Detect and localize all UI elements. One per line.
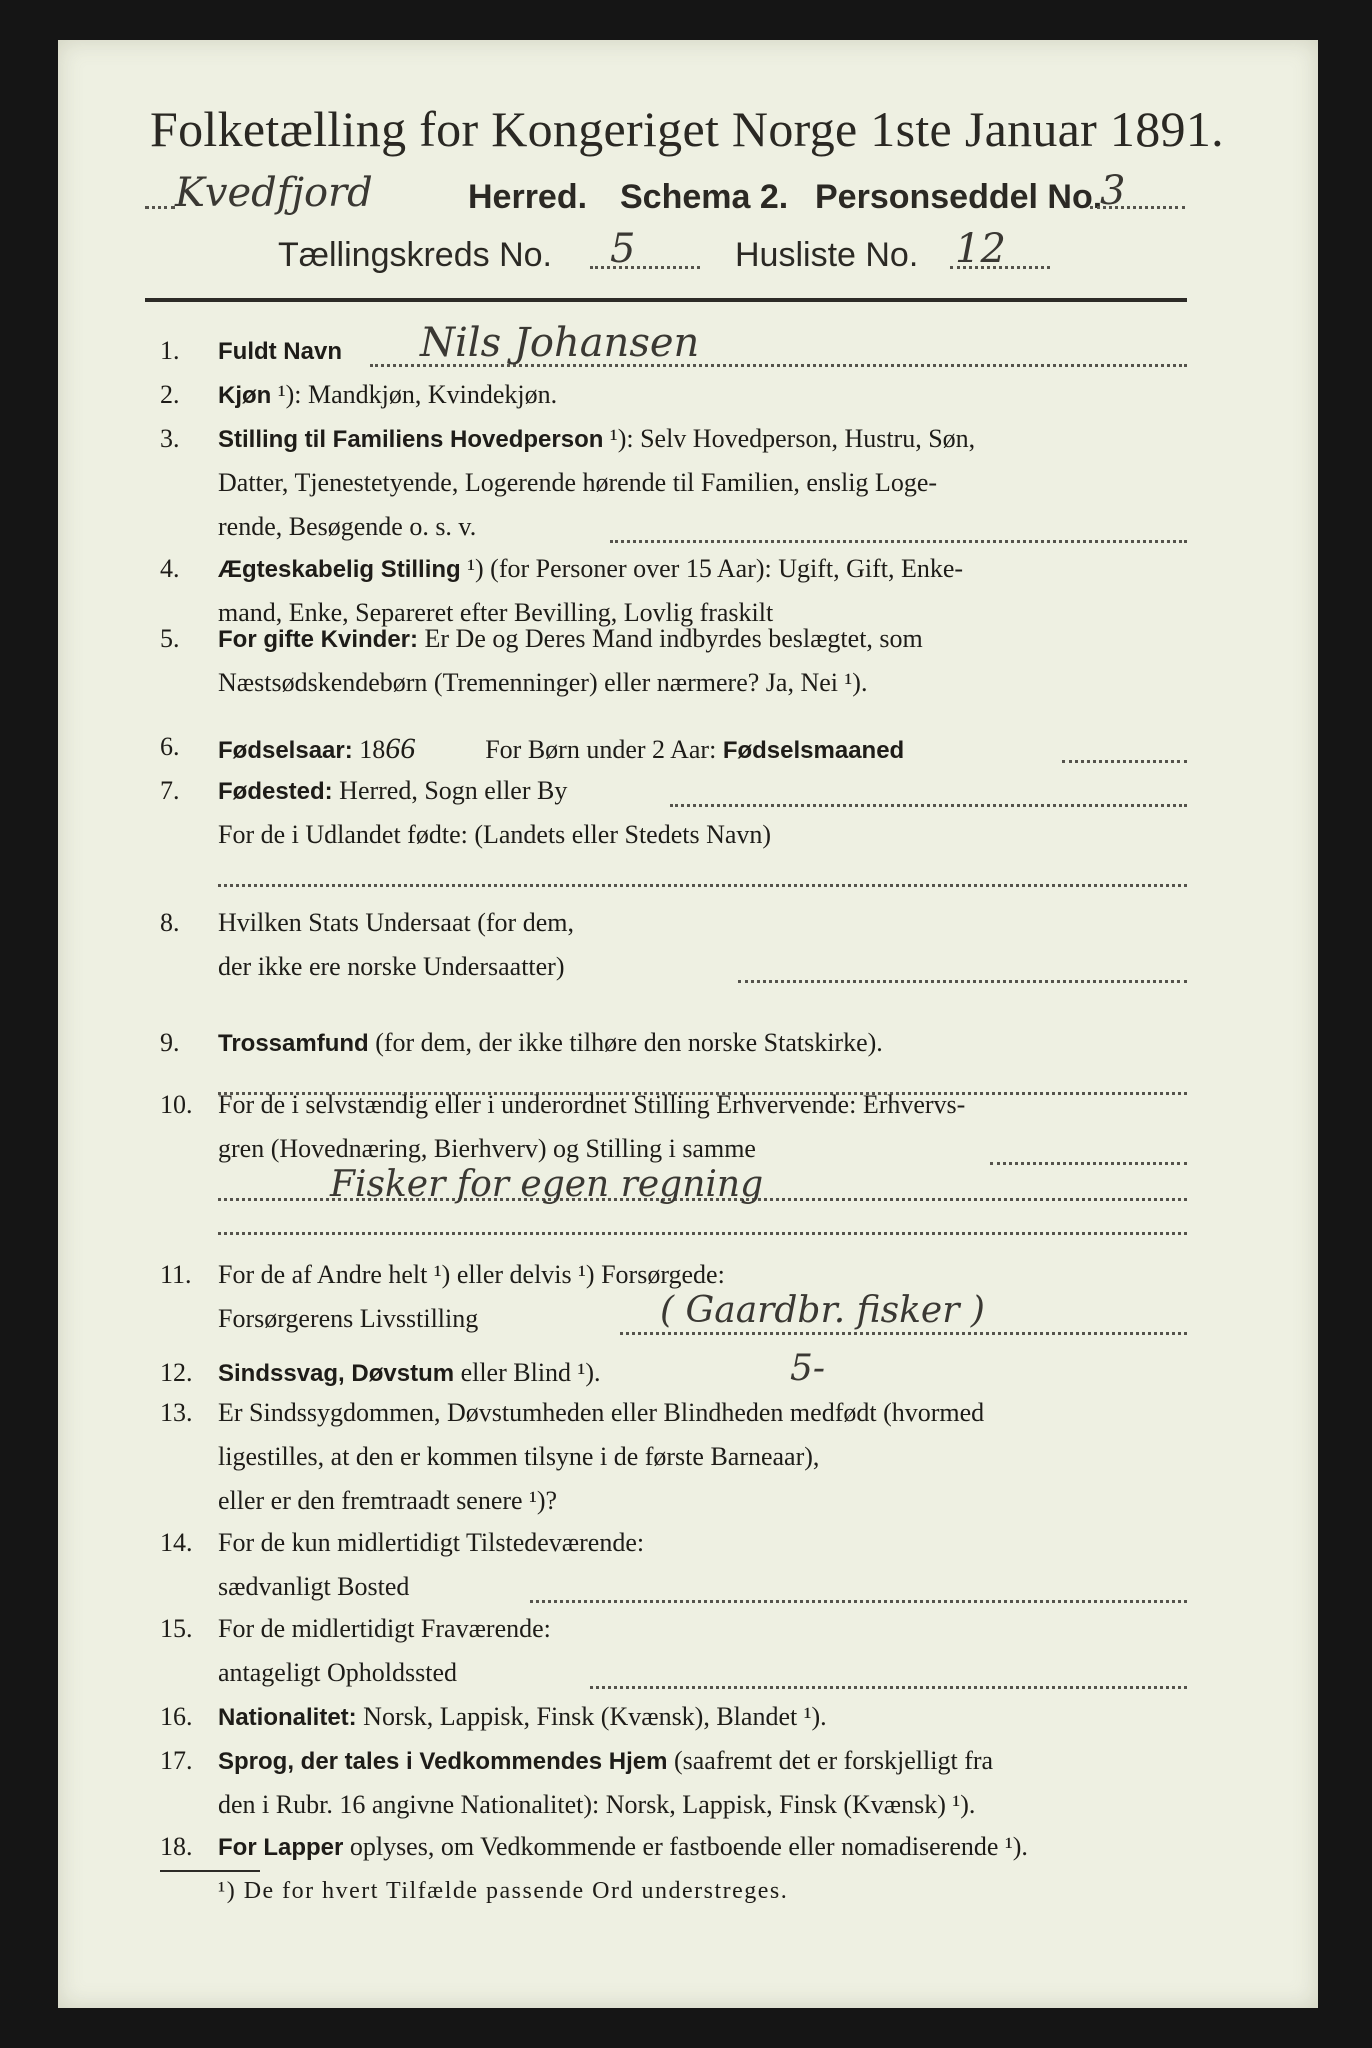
answer-dotted-line [590, 1686, 1187, 1689]
footnote: ¹) De for hvert Tilfælde passende Ord understreges. [218, 1878, 789, 1904]
taellingskreds-label: Tællingskreds No. [278, 236, 552, 274]
taellingskreds-dots [590, 266, 700, 269]
item-number: 17. [160, 1746, 193, 1775]
item-field-text: Er Sindssygdommen, Døvstumheden eller Blindheden medfødt (hvormed [218, 1398, 985, 1427]
item-line [218, 1304, 478, 1334]
item-field-label: Sindssvag, Døvstum [218, 1360, 455, 1387]
item-number: 18. [160, 1832, 193, 1861]
item-line [218, 1090, 965, 1120]
answer-dotted-line [990, 1162, 1187, 1165]
item-field-label: For Lapper [218, 1834, 344, 1861]
item-field-label: Fødselsmaaned [722, 737, 905, 764]
husliste-value: 12 [955, 226, 1006, 272]
item-field-text: gren (Hovednæring, Bierhverv) og Stilling i samme [218, 1134, 756, 1163]
item-number: 7. [160, 776, 180, 805]
item-line [218, 952, 565, 982]
item-line [218, 1398, 984, 1428]
item-line [218, 1442, 819, 1472]
item-field-text: ¹) (for Personer over 15 Aar): Ugift, Gift, Enke- [467, 554, 964, 583]
item-number: 2. [160, 380, 180, 409]
answer-dotted-line [620, 1332, 1187, 1335]
item-number: 11. [160, 1260, 192, 1289]
item-line [218, 1572, 409, 1602]
item-number: 15. [160, 1614, 193, 1643]
answer-dotted-line [218, 884, 1187, 887]
answer-dotted-line [218, 1232, 1187, 1235]
item-number: 4. [160, 554, 180, 583]
answer-dotted-line [738, 980, 1187, 983]
item-line [218, 1358, 601, 1388]
item-field-text: mand, Enke, Separeret efter Bevilling, Lovlig fraskilt [218, 598, 774, 627]
item-field-text: Er De og Deres Mand indbyrdes beslægtet, som [424, 624, 923, 653]
handwritten-answer: 5- [790, 1348, 826, 1389]
item-line [218, 908, 574, 938]
item-number: 1. [160, 336, 180, 365]
item-field-label: Fuldt Navn [218, 338, 342, 365]
item-line [218, 1790, 975, 1820]
item-line [218, 1134, 756, 1164]
item-field-text: antageligt Opholdssted [218, 1658, 458, 1687]
answer-dotted-line [670, 804, 1187, 807]
schema-label: Schema 2. [620, 178, 789, 216]
handwritten-answer: Fisker for egen regning [330, 1164, 764, 1205]
item-field-text: For de i selvstændig eller i underordnet Stilling Erhvervende: Erhvervs- [218, 1090, 966, 1119]
personseddel-label: Personseddel No. [815, 178, 1103, 216]
item-field-text: For Børn under 2 Aar: [485, 735, 723, 764]
answer-dotted-line [530, 1600, 1187, 1603]
item-field-text: den i Rubr. 16 angivne Nationalitet): Norsk, Lappisk, Finsk (Kvænsk) ¹). [218, 1790, 976, 1819]
item-field-text: For de kun midlertidigt Tilstedeværende: [218, 1528, 645, 1557]
item-field-label: Ægteskabelig Stilling [218, 556, 461, 583]
answer-dotted-line [610, 540, 1187, 543]
personseddel-value: 3 [1100, 168, 1126, 214]
item-line [218, 1832, 1028, 1862]
item-field-text: Næstsødskendebørn (Tremenninger) eller nærmere? Ja, Nei ¹). [218, 668, 868, 697]
item-line [218, 1614, 551, 1644]
item-field-text: ¹): Mandkjøn, Kvindekjøn. [277, 380, 558, 409]
item-field-text: ligestilles, at den er kommen tilsyne i de første Barneaar), [218, 1442, 820, 1471]
item-line [218, 512, 476, 542]
item-field-label: Fødested: [218, 778, 333, 805]
item-field-text: (saafremt det er forskjelligt fra [673, 1746, 994, 1775]
item-field-label: Sprog, der tales i Vedkommendes Hjem [218, 1748, 668, 1775]
handwritten-answer: Nils Johansen [420, 320, 700, 366]
item-field-text: ¹): Selv Hovedperson, Hustru, Søn, [609, 424, 976, 453]
item-number: 5. [160, 624, 180, 653]
form-title: Folketælling for Kongeriget Norge 1ste Januar 1891. [150, 101, 1224, 157]
answer-dotted-line [1062, 760, 1187, 763]
item-line [218, 424, 975, 454]
item-field-text: For de i Udlandet fødte: (Landets eller Stedets Navn) [218, 820, 772, 849]
item-field-label: Stilling til Familiens Hovedperson [218, 426, 604, 453]
item-field-label: Trossamfund [218, 1030, 369, 1057]
husliste-label: Husliste No. [735, 236, 919, 274]
birth-year-value: 66 [385, 732, 416, 765]
item-line [218, 820, 771, 850]
item-field-text: rende, Besøgende o. s. v. [218, 512, 477, 541]
item-line [218, 732, 904, 766]
item-field-label: Nationalitet: [218, 1704, 357, 1731]
personseddel-dots [1090, 206, 1185, 209]
item-line [218, 1702, 827, 1732]
herred-value: Kvedfjord [175, 170, 373, 216]
item-line [218, 1028, 883, 1058]
item-line [218, 468, 937, 498]
item-field-label: For gifte Kvinder: [218, 626, 419, 653]
item-field-text: eller Blind ¹). [460, 1358, 601, 1387]
taellingskreds-value: 5 [610, 226, 636, 272]
item-field-text: (for dem, der ikke tilhøre den norske Statskirke). [375, 1028, 883, 1057]
item-line [218, 1528, 644, 1558]
item-number: 16. [160, 1702, 193, 1731]
item-number: 13. [160, 1398, 193, 1427]
item-field-text: Herred, Sogn eller By [339, 776, 568, 805]
footnote-rule [160, 1870, 260, 1872]
item-field-text: Forsørgerens Livsstilling [218, 1304, 479, 1333]
item-field-text: der ikke ere norske Undersaatter) [218, 952, 565, 981]
item-line [218, 554, 963, 584]
item-line [218, 1260, 725, 1290]
item-field-label: Fødselsaar: [218, 737, 353, 764]
herred-label: Herred. [468, 178, 588, 216]
item-line [218, 776, 567, 806]
handwritten-answer: ( Gaardbr. fisker ) [660, 1290, 985, 1331]
item-line [218, 668, 867, 698]
item-number: 14. [160, 1528, 193, 1557]
item-number: 8. [160, 908, 180, 937]
item-number: 10. [160, 1090, 193, 1119]
item-field-text: For de af Andre helt ¹) eller delvis ¹) Forsørgede: [218, 1260, 725, 1289]
item-field-text: Hvilken Stats Undersaat (for dem, [218, 908, 574, 937]
item-number: 12. [160, 1358, 193, 1387]
item-line [218, 1746, 993, 1776]
item-field-text: Datter, Tjenestetyende, Logerende hørende til Familien, enslig Loge- [218, 468, 938, 497]
header-rule [145, 298, 1187, 302]
item-field-text: eller er den fremtraadt senere ¹)? [218, 1486, 558, 1515]
item-field-text: sædvanligt Bosted [218, 1572, 410, 1601]
item-field-text: 18 [359, 735, 386, 764]
item-number: 9. [160, 1028, 180, 1057]
item-line [218, 1486, 557, 1516]
item-line [218, 624, 923, 654]
husliste-dots [950, 266, 1050, 269]
item-line [218, 336, 342, 366]
item-line [218, 1658, 457, 1688]
item-field-text: oplyses, om Vedkommende er fastboende eller nomadiserende ¹). [349, 1832, 1028, 1861]
herred-dots [145, 206, 175, 209]
item-number: 3. [160, 424, 180, 453]
item-line [218, 380, 557, 410]
item-field-text: For de midlertidigt Fraværende: [218, 1614, 551, 1643]
item-field-text: Norsk, Lappisk, Finsk (Kvænsk), Blandet ¹). [363, 1702, 827, 1731]
item-field-label: Kjøn [218, 382, 272, 409]
item-number: 6. [160, 732, 180, 761]
